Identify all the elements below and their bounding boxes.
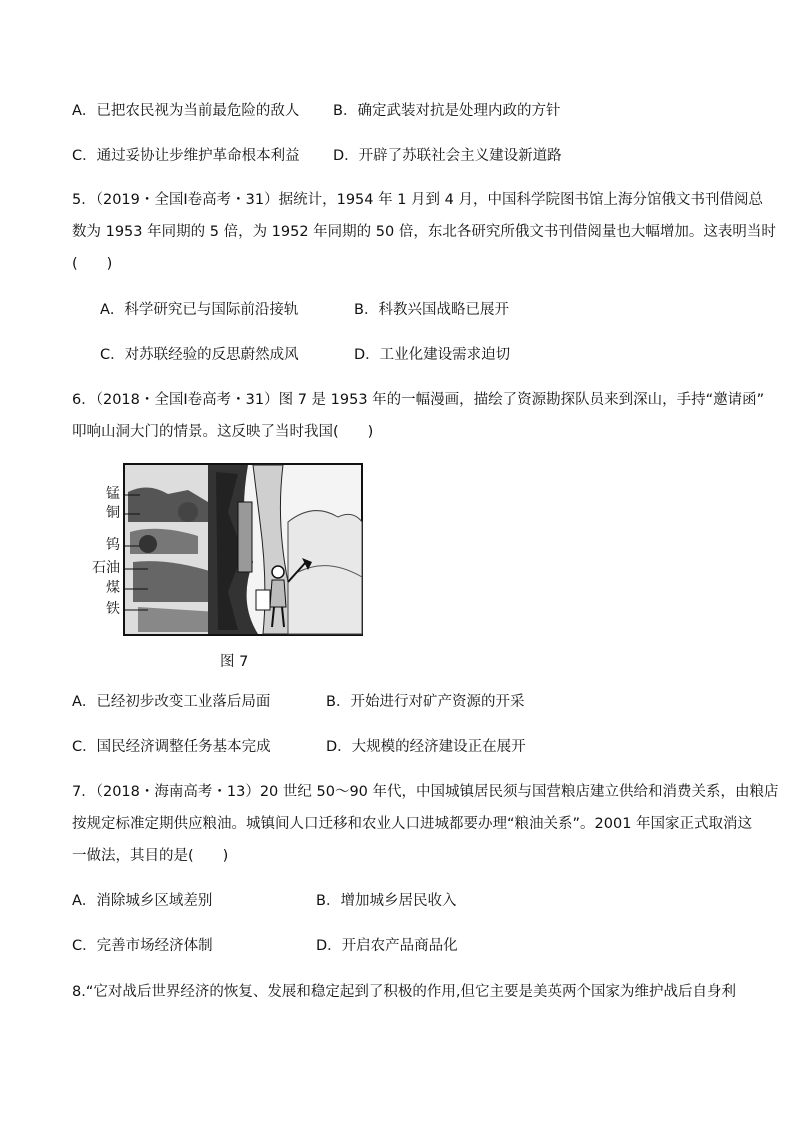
label-manganese: 锰 [106,486,120,502]
q5-option-d: D．工业化建设需求迫切 [354,347,511,363]
label-iron: 铁 [106,601,120,617]
cartoon-illustration [88,462,366,638]
q5-option-a: A．科学研究已与国际前沿接轨 [100,302,299,318]
q5-option-b: B．科教兴国战略已展开 [354,302,509,318]
q6-option-d: D．大规模的经济建设正在展开 [326,739,526,755]
q7-stem-line-2: 按规定标准定期供应粮油。城镇间人口迁移和农业人口进城都要办理“粮油关系”。2001 年国家正式取消这 [72,816,753,832]
label-tungsten: 钨 [106,537,120,553]
label-petroleum: 石油 [92,560,120,576]
q5-option-c: C．对苏联经验的反思蔚然成风 [100,347,299,363]
q7-option-a: A．消除城乡区域差别 [72,893,213,909]
q5-stem-line-2: 数为 1953 年同期的 5 倍，为 1952 年同期的 50 倍，东北各研究所俄文书刊借阅量也大幅增加。这表明当时 [72,224,776,240]
q6-stem-line-2: 叩响山洞大门的情景。这反映了当时我国( ) [72,424,374,440]
label-copper: 铜 [106,505,120,521]
q6-stem-line-1: 6．（2018・全国Ⅰ卷高考・31）图 7 是 1953 年的一幅漫画，描绘了资源勘探队员来到深山，手持“邀请函” [72,392,765,408]
q6-option-c: C．国民经济调整任务基本完成 [72,739,271,755]
q7-stem-line-3: 一做法，其目的是( ) [72,848,229,864]
q4-option-a: A．已把农民视为当前最危险的敌人 [72,103,300,119]
q6-option-a: A．已经初步改变工业落后局面 [72,694,271,710]
cartoon-figure [88,462,366,638]
label-coal: 煤 [106,580,120,596]
q7-stem-line-1: 7．（2018・海南高考・13）20 世纪 50～90 年代，中国城镇居民须与国营粮店建立供给和消费关系，由粮店 [72,784,779,800]
q7-option-b: B．增加城乡居民收入 [316,893,457,909]
q4-option-c: C．通过妥协让步维护革命根本利益 [72,148,300,164]
q7-option-d: D．开启农产品商品化 [316,938,458,954]
q7-option-c: C．完善市场经济体制 [72,938,213,954]
q8-stem-line-1: 8.“它对战后世界经济的恢复、发展和稳定起到了积极的作用,但它主要是美英两个国家为维护战后自身利 [72,984,736,1000]
q4-option-b: B．确定武装对抗是处理内政的方针 [333,103,561,119]
q5-stem-line-3: ( ) [72,256,113,272]
q5-stem-line-1: 5．（2019・全国Ⅰ卷高考・31）据统计，1954 年 1 月到 4 月，中国科学院图书馆上海分馆俄文书刊借阅总 [72,192,763,208]
q6-option-b: B．开始进行对矿产资源的开采 [326,694,525,710]
figure-caption: 图 7 [220,654,249,670]
q4-option-d: D．开辟了苏联社会主义建设新道路 [333,148,562,164]
